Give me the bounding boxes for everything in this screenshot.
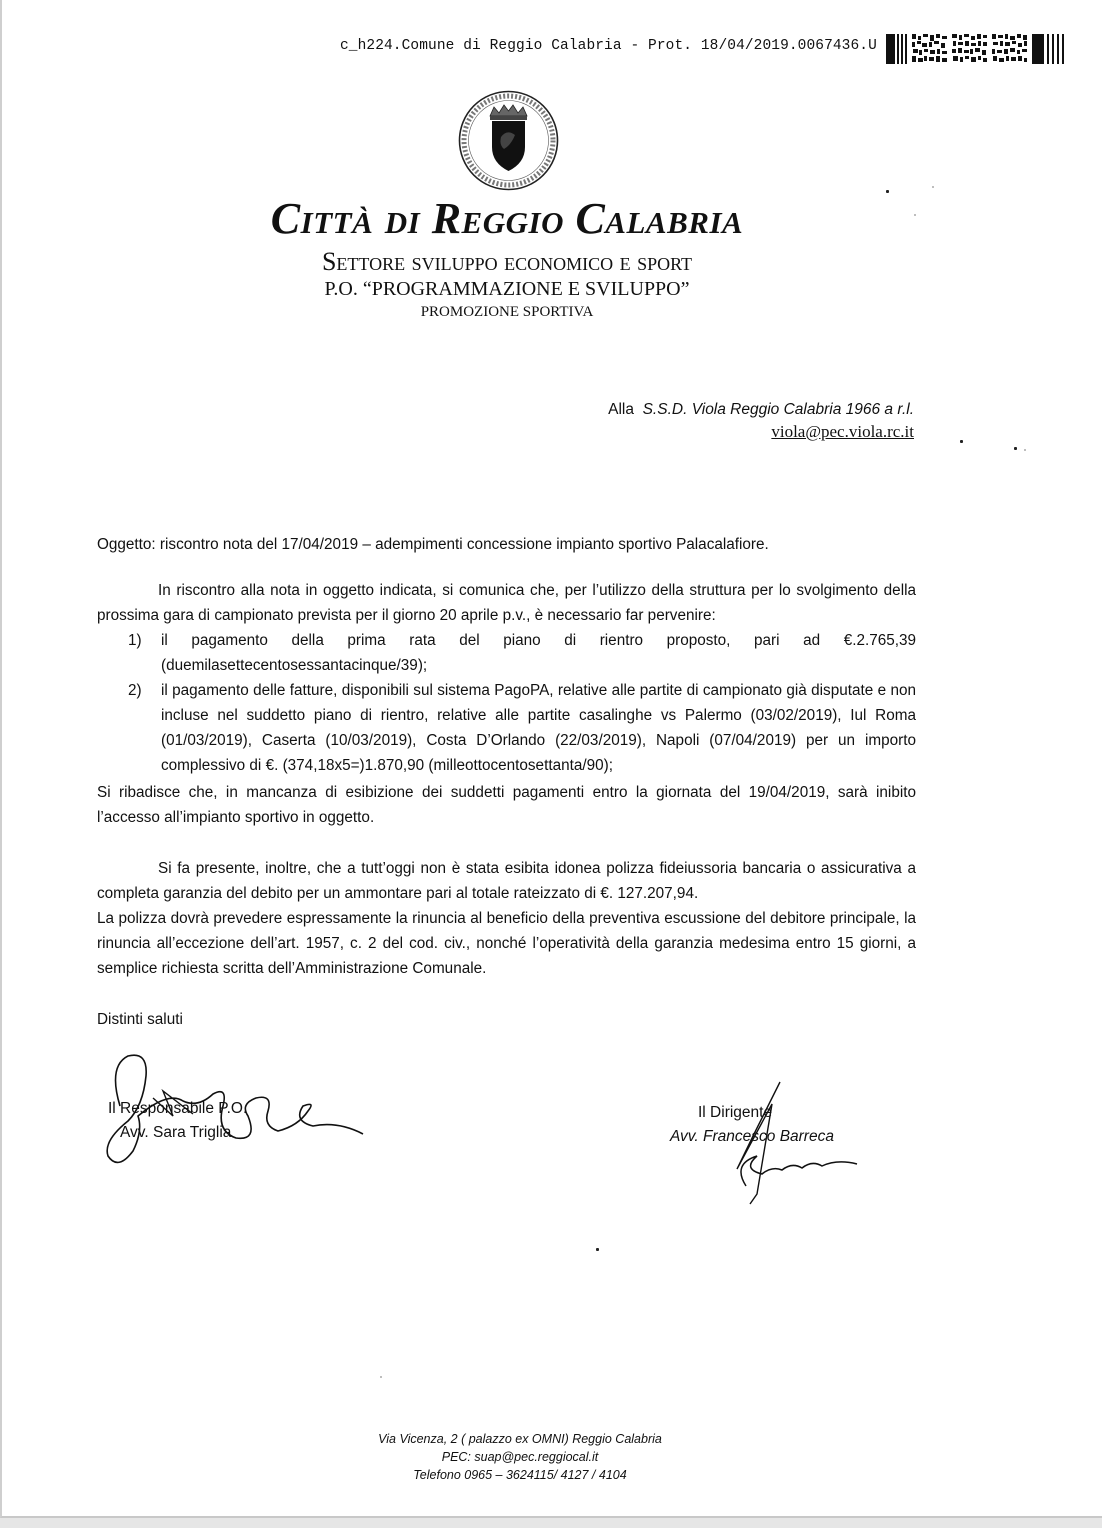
scan-speck — [380, 1376, 382, 1378]
recipient-block — [608, 399, 914, 443]
handwritten-signature-icon — [662, 1074, 872, 1209]
recipient-prefix: Alla — [608, 401, 634, 418]
requirements-list — [97, 628, 916, 778]
scan-speck — [1014, 447, 1017, 450]
paragraph-warning: Si ribadisce che, in mancanza di esibizione dei suddetti pagamenti entro la giornata del 19/04/2019, sarà inibito l’accesso all’impianto sportivo in oggetto. — [97, 784, 916, 826]
letterhead-unit: PROMOZIONE SPORTIVA — [420, 304, 594, 320]
municipal-seal-icon — [457, 89, 560, 192]
letterhead-title: Città di Reggio Calabria — [270, 194, 744, 243]
recipient-name: S.S.D. Viola Reggio Calabria 1966 a r.l. — [642, 401, 914, 418]
letterhead-sector: Settore sviluppo economico e sport — [321, 247, 693, 276]
scan-speck — [596, 1248, 599, 1251]
footer-phone: Telefono 0965 – 3624115/ 4127 / 4104 — [413, 1468, 627, 1482]
handwritten-signature-icon — [98, 1046, 378, 1176]
footer-pec: PEC: suap@pec.reggiocal.it — [441, 1450, 599, 1464]
list-item — [97, 678, 916, 778]
scan-speck — [960, 440, 963, 443]
scan-speck — [914, 214, 916, 216]
list-item-number: 1) — [128, 632, 142, 649]
list-item-text: il pagamento della prima rata del piano di rientro proposto, pari ad €.2.765,39 (duemilasettecentosessantacinque/39); — [161, 632, 916, 674]
signature-block-right — [662, 1074, 872, 1209]
protocol-stamp: c_h224.Comune di Reggio Calabria - Prot. 18/04/2019.0067436.U — [340, 38, 877, 54]
closing-salutation: Distinti saluti — [97, 1011, 183, 1028]
recipient-email-link[interactable]: viola@pec.viola.rc.it — [771, 422, 914, 441]
recipient-line — [608, 399, 914, 421]
scan-speck — [1024, 449, 1026, 451]
signatory-name: Avv. Francesco Barreca — [670, 1128, 834, 1145]
paragraph-intro: In riscontro alla nota in oggetto indicata, si comunica che, per l’utilizzo della struttura per lo svolgimento della prossima gara di campionato prevista per il giorno 20 aprile p.v., è necessario far pervenire: — [97, 582, 916, 624]
footer-address: Via Vicenza, 2 ( palazzo ex OMNI) Reggio Calabria — [378, 1432, 662, 1446]
signature-block-left — [98, 1046, 378, 1176]
signatory-role: Il Responsabile P.O. — [108, 1100, 248, 1117]
letter-subject: Oggetto: riscontro nota del 17/04/2019 – adempimenti concessione impianto sportivo Palacalafiore. — [97, 536, 769, 553]
list-item-text: il pagamento delle fatture, disponibili sul sistema PagoPA, relative alle partite di campionato già disputate e non incluse nel suddetto piano di rientro, relative alle partite casalinghe vs Palermo (03/02/2019), Iul Roma (01/03/2019), Caserta (10/03/2019), Costa D’Orlando (22/03/2019), Napoli (07/04/2019) per un importo complessivo di €. (374,18x5=)1.870,90 (milleottocentosettanta/90); — [161, 682, 916, 774]
signatory-role: Il Dirigente — [698, 1104, 773, 1121]
paragraph-policy-terms: La polizza dovrà prevedere espressamente la rinuncia al beneficio della preventiva escussione del debitore principale, la rinuncia all’eccezione dell’art. 1957, c. 2 del cod. civ., nonché l’operatività della garanzia medesima entro 15 giorni, a semplice richiesta scritta dell’Amministrazione Comunale. — [97, 910, 916, 977]
list-item — [97, 628, 916, 678]
paragraph-guarantee: Si fa presente, inoltre, che a tutt’oggi non è stata esibita idonea polizza fideiussoria bancaria o assicurativa a completa garanzia del debito per un ammontare pari al totale rateizzato di €. 127.207,94. — [97, 860, 916, 902]
signatory-name: Avv. Sara Triglia — [120, 1124, 232, 1141]
scan-speck — [932, 186, 934, 188]
scan-speck — [886, 190, 889, 193]
pdf417-barcode-icon — [886, 34, 1076, 64]
letterhead-office: P.O. “PROGRAMMAZIONE E SVILUPPO” — [324, 278, 690, 300]
footer-contacts — [2, 1430, 1038, 1484]
list-item-number: 2) — [128, 682, 142, 699]
